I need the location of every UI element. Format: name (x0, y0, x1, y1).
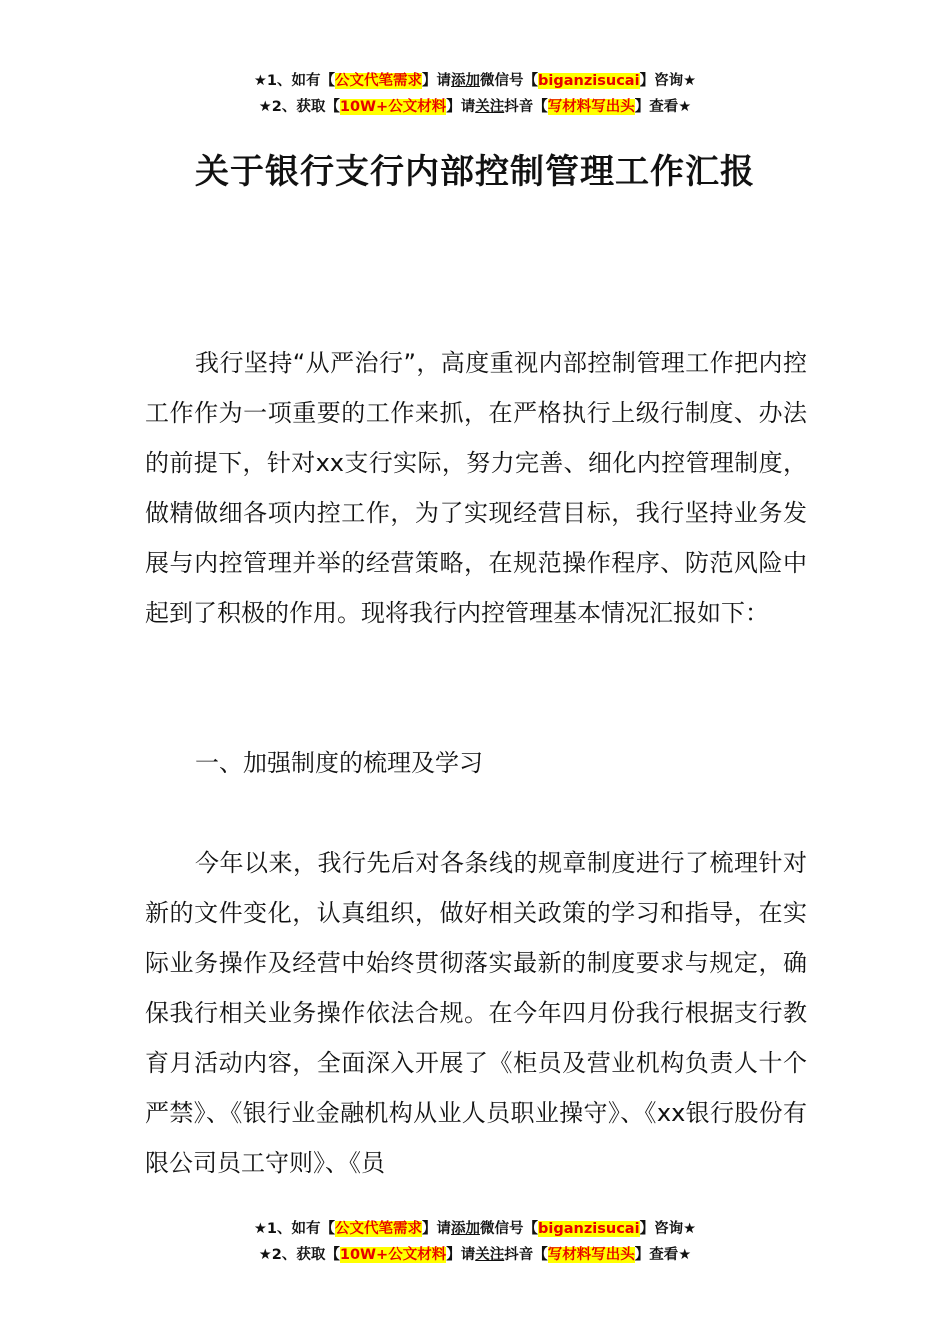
banner-text: ★2、获取【 (258, 99, 340, 115)
banner-highlight: 10W+公文材料 (339, 1247, 447, 1263)
banner-underlined: 添加 (451, 73, 481, 89)
banner-text: 微信号【 (480, 73, 539, 89)
document-title: 关于银行支行内部控制管理工作汇报 (195, 152, 755, 192)
banner-text: ★1、如有【 (253, 73, 336, 89)
banner-text: 抖音【 (504, 99, 548, 115)
banner-text: ★2、获取【 (258, 1247, 340, 1263)
banner-wechat-id: biganzisucai (538, 1221, 640, 1237)
banner-text: 微信号【 (480, 1221, 539, 1237)
banner-douyin-id: 写材料写出头 (547, 1247, 635, 1263)
banner-text: 】请 (422, 73, 452, 89)
banner-underlined: 添加 (451, 1221, 481, 1237)
banner-text: ★1、如有【 (253, 1221, 336, 1237)
banner-text: 】请 (446, 1247, 476, 1263)
banner-text: 抖音【 (504, 1247, 548, 1263)
banner-line-2 (0, 1242, 950, 1268)
banner-wechat-id: biganzisucai (538, 73, 640, 89)
banner-line-1 (0, 68, 950, 94)
banner-underlined: 关注 (475, 99, 505, 115)
banner-line-2 (0, 94, 950, 120)
footer-banner (0, 1216, 950, 1268)
paragraph-intro: 我行坚持“从严治行”，高度重视内部控制管理工作把内控工作作为一项重要的工作来抓，在严格执行上级行制度、办法的前提下，针对xx支行实际，努力完善、细化内控管理制度，做精做细各项内控工作，为了实现经营目标，我行坚持业务发展与内控管理并举的经营策略，在规范操作程序、防范风险中起到了积极的作用。现将我行内控管理基本情况汇报如下： (145, 349, 807, 627)
banner-text: 】咨询★ (639, 1221, 697, 1237)
banner-douyin-id: 写材料写出头 (547, 99, 635, 115)
banner-text: 】查看★ (634, 1247, 692, 1263)
banner-text: 】咨询★ (639, 73, 697, 89)
banner-highlight: 10W+公文材料 (339, 99, 447, 115)
paragraph-section-1: 今年以来，我行先后对各条线的规章制度进行了梳理针对新的文件变化，认真组织，做好相关政策的学习和指导，在实际业务操作及经营中始终贯彻落实最新的制度要求与规定，确保我行相关业务操作依法合规。在今年四月份我行根据支行教育月活动内容，全面深入开展了《柜员及营业机构负责人十个严禁》、《银行业金融机构从业人员职业操守》、《xx银行股份有限公司员工守则》、《员 (145, 849, 807, 1177)
header-banner (0, 68, 950, 120)
banner-text: 】查看★ (634, 99, 692, 115)
banner-text: 】请 (446, 99, 476, 115)
banner-highlight: 公文代笔需求 (335, 73, 423, 89)
banner-highlight: 公文代笔需求 (335, 1221, 423, 1237)
banner-underlined: 关注 (475, 1247, 505, 1263)
banner-line-1 (0, 1216, 950, 1242)
section-heading: 一、加强制度的梳理及学习 (195, 749, 483, 777)
banner-text: 】请 (422, 1221, 452, 1237)
